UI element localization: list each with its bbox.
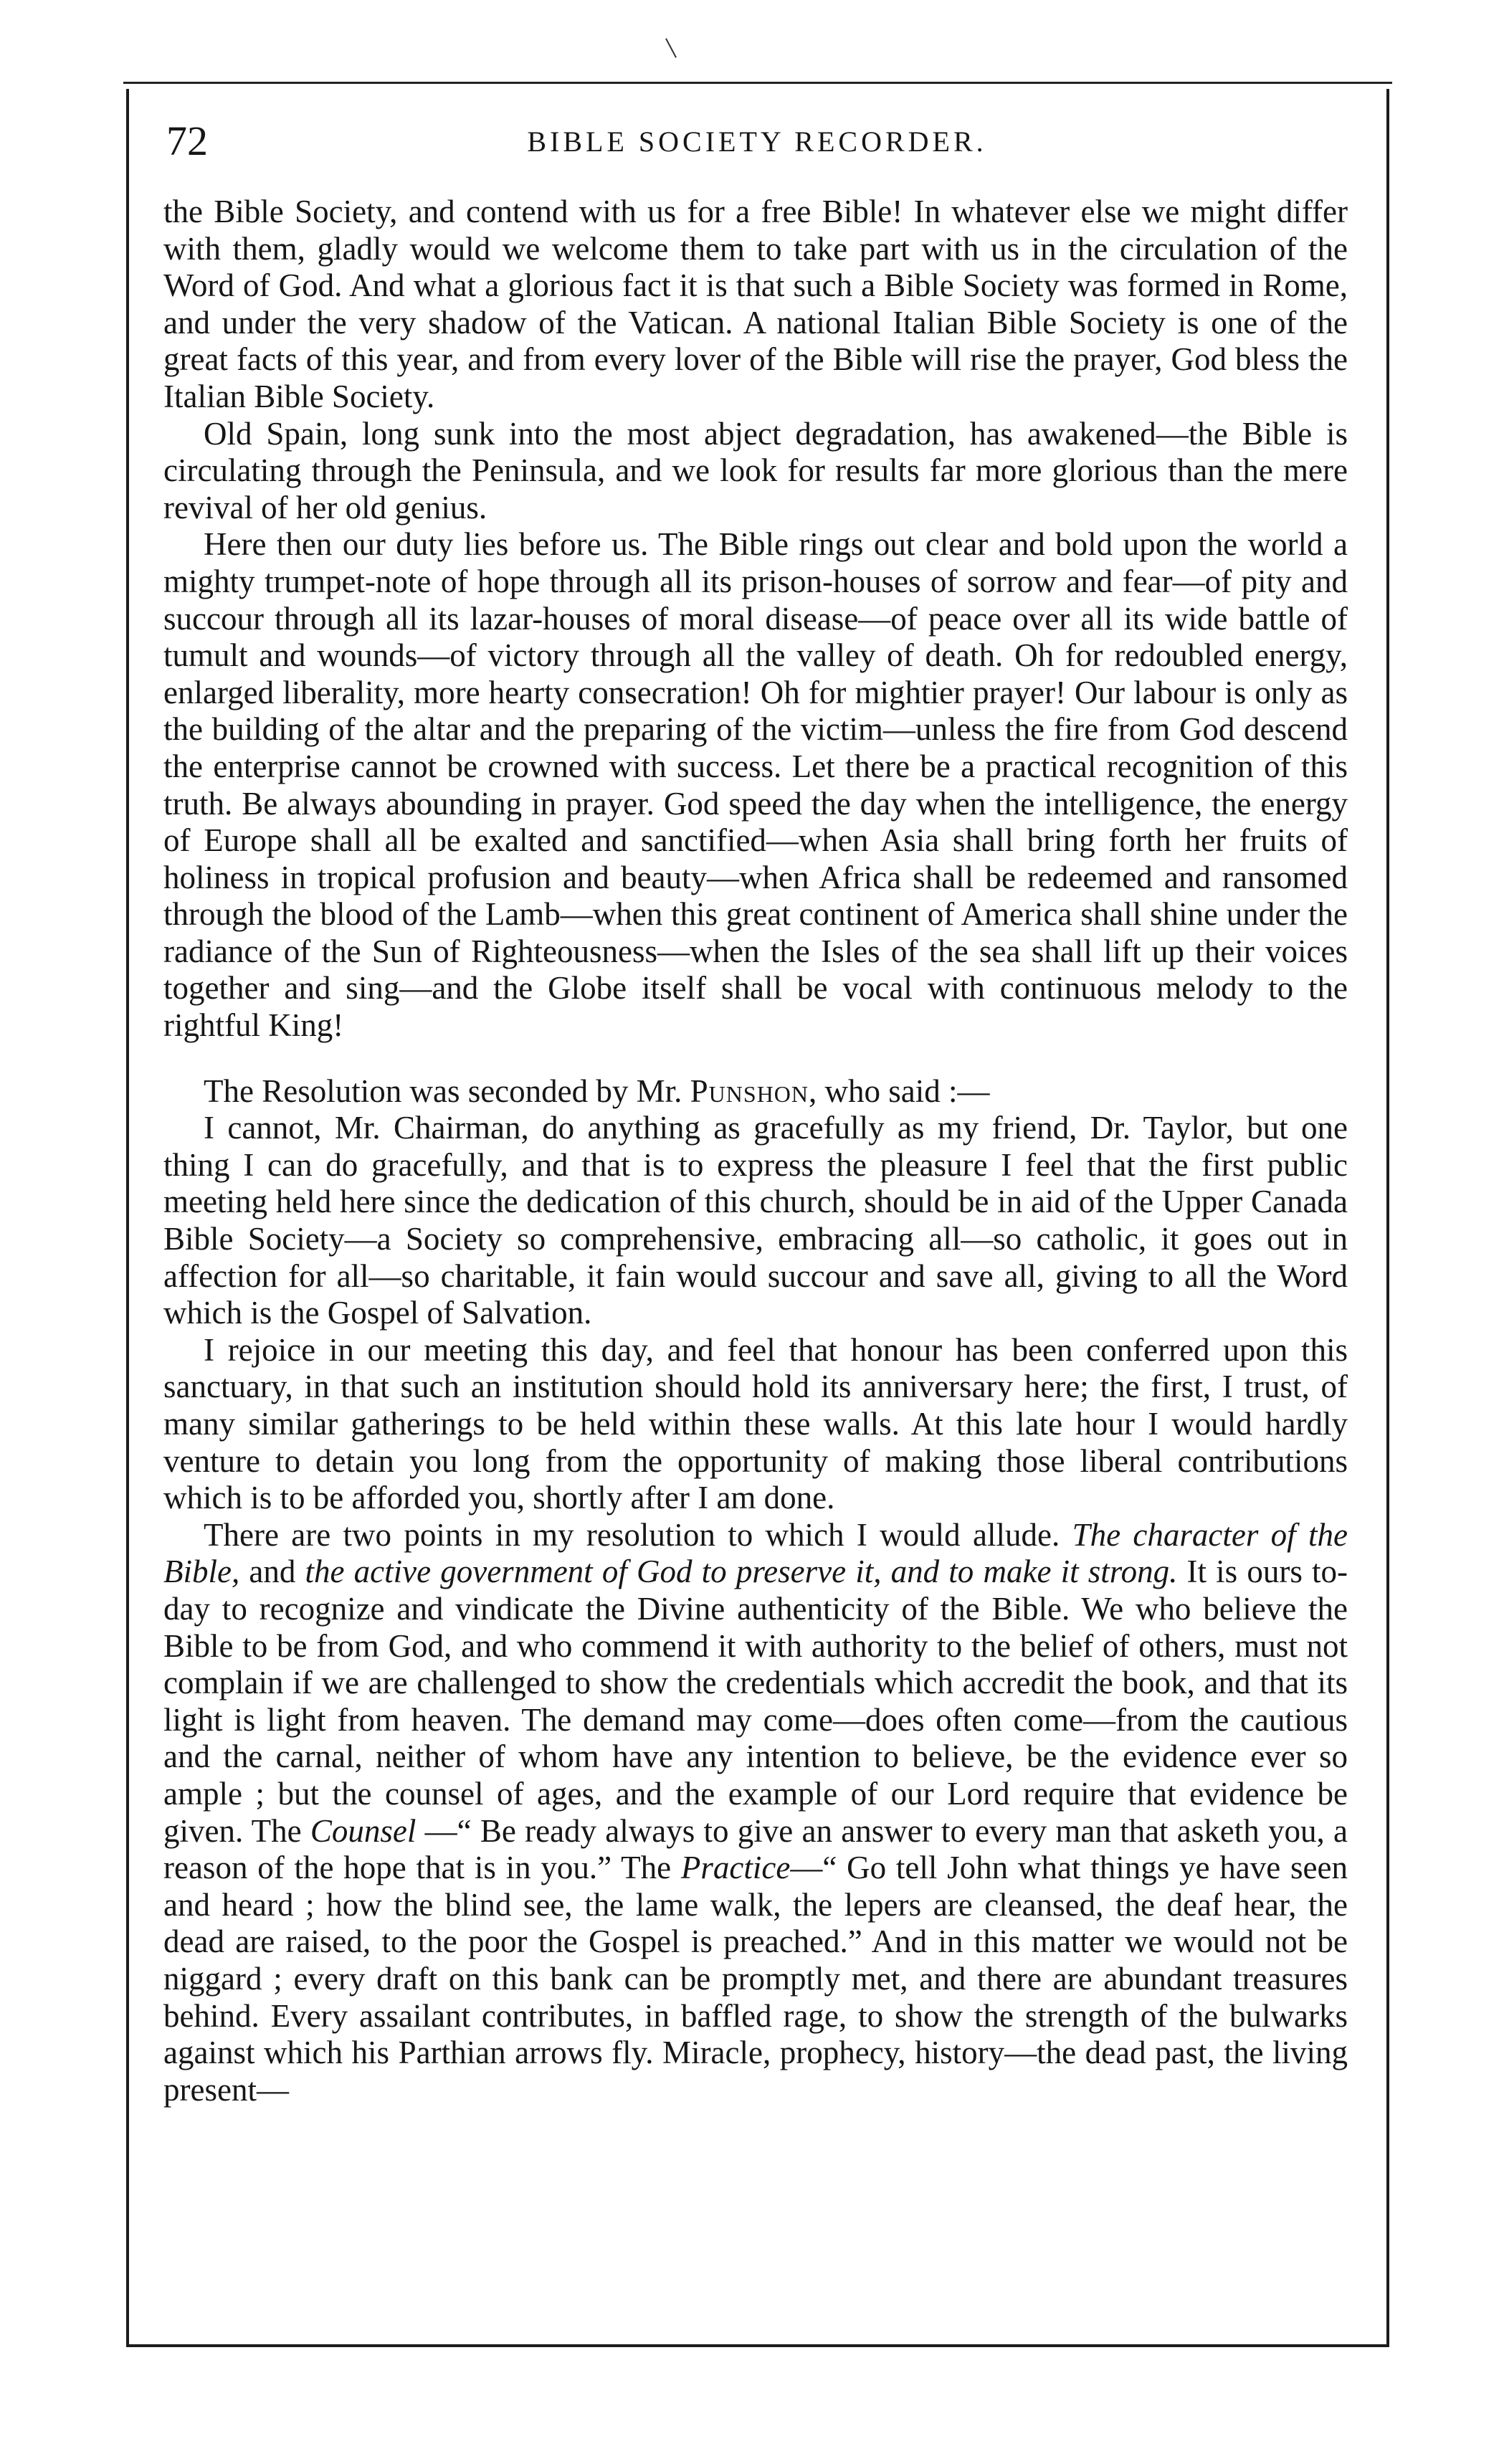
stray-tick-mark [665, 38, 677, 57]
paragraph-resolution-seconded [163, 1073, 1348, 1110]
text-run: —“ Be ready always to give an answer to every man that asketh you, a reason of the hope that is in you.” The [163, 1812, 1348, 1886]
text-run: There are two points in my resolution to which I would allude. [204, 1516, 1072, 1553]
page-header [163, 116, 1351, 166]
paragraph-two-points [163, 1517, 1348, 2109]
text-run: It is ours to-day to recognize and vindicate the Divine authenticity of the Bible. We who believe the Bible to be from God, and who commend it with authority to the belief of others, must not complain if we are challenged to show the credentials which accredit the book, and that its light is light from heaven. The demand may come—does often come—from the cautious and the carnal, neither of whom have any intention to believe, be the evidence ever so ample ; but the counsel of ages, and the example of our Lord require that evidence be given. The [163, 1554, 1348, 1849]
paragraph-i-rejoice: I rejoice in our meeting this day, and feel that honour has been conferred upon this sanctuary, in that such an institution should hold its anniversary here; the first, I trust, of many similar gatherings to be held within these walls. At this late hour I would hardly venture to detain you long from the opportunity of making those liberal contributions which is to be afforded you, shortly after I am done. [163, 1331, 1348, 1516]
body-text [163, 194, 1348, 2108]
page-number: 72 [166, 118, 208, 164]
running-title: BIBLE SOCIETY RECORDER. [527, 125, 987, 158]
seconded-text-end: , who said :— [809, 1072, 990, 1109]
italic-run: Practice [680, 1850, 791, 1886]
speaker-name: Punshon [690, 1072, 809, 1109]
italic-run: Counsel [310, 1812, 417, 1849]
italic-run: the active government of God to preserve it, and to make it strong. [305, 1554, 1178, 1590]
text-run: and [239, 1554, 305, 1590]
seconded-text-start: The Resolution was seconded by Mr. [204, 1072, 690, 1109]
paragraph-old-spain: Old Spain, long sunk into the most abject degradation, has awakened—the Bible is circulating through the Peninsula, and we look for results far more glorious than the mere revival of her old genius. [163, 415, 1348, 525]
paragraph-our-duty: Here then our duty lies before us. The Bible rings out clear and bold upon the world a mighty trumpet-note of hope through all its prison-houses of sorrow and fear—of pity and succour through all its lazar-houses of moral disease—of peace over all its wide battle of tumult and wounds—of victory through all the valley of death. Oh for redoubled energy, enlarged liberality, more hearty consecration! Oh for mightier prayer! Our labour is only as the building of the altar and the preparing of the victim—unless the fire from God descend the enterprise cannot be crowned with success. Let there be a practical recognition of this truth. Be always abounding in prayer. God speed the day when the intelligence, the energy of Europe shall all be exalted and sanctified—when Asia shall bring forth her fruits of holiness in tropical profusion and beauty—when Africa shall be redeemed and ransomed through the blood of the Lamb—when this great continent of America shall shine under the radiance of the Sun of Righteousness—when the Isles of the sea shall lift up their voices together and sing—and the Globe itself shall be vocal with continuous melody to the rightful King! [163, 526, 1348, 1044]
paragraph-i-cannot: I cannot, Mr. Chairman, do anything as gracefully as my friend, Dr. Taylor, but one thing I can do gracefully, and that is to express the pleasure I feel that the first public meeting held here since the dedication of this church, should be in aid of the Upper Canada Bible Society—a Society so comprehensive, embracing all—so catholic, it goes out in affection for all—so charitable, it fain would succour and save all, giving to all the Word which is the Gospel of Salvation. [163, 1110, 1348, 1331]
italic-run: The character of the Bible, [163, 1516, 1348, 1590]
text-run: —“ Go tell John what things ye have seen and heard ; how the blind see, the lame walk, the lepers are cleansed, the deaf hear, the dead are raised, to the poor the Gospel is preached.” And in this matter we would not be niggard ; every draft on this bank can be promptly met, and there are abundant treasures behind. Every assailant contributes, in baffled rage, to show the strength of the bulwarks against which his Parthian arrows fly. Miracle, prophecy, history—the dead past, the living present— [163, 1850, 1348, 2108]
paragraph-bible-society: the Bible Society, and contend with us for a free Bible! In whatever else we might differ with them, gladly would we welcome them to take part with us in the circulation of the Word of God. And what a glorious fact it is that such a Bible Society was formed in Rome, and under the very shadow of the Vatican. A national Italian Bible Society is one of the great facts of this year, and from every lover of the Bible will rise the prayer, God bless the Italian Bible Society. [163, 194, 1348, 414]
header-rule [123, 82, 1392, 84]
